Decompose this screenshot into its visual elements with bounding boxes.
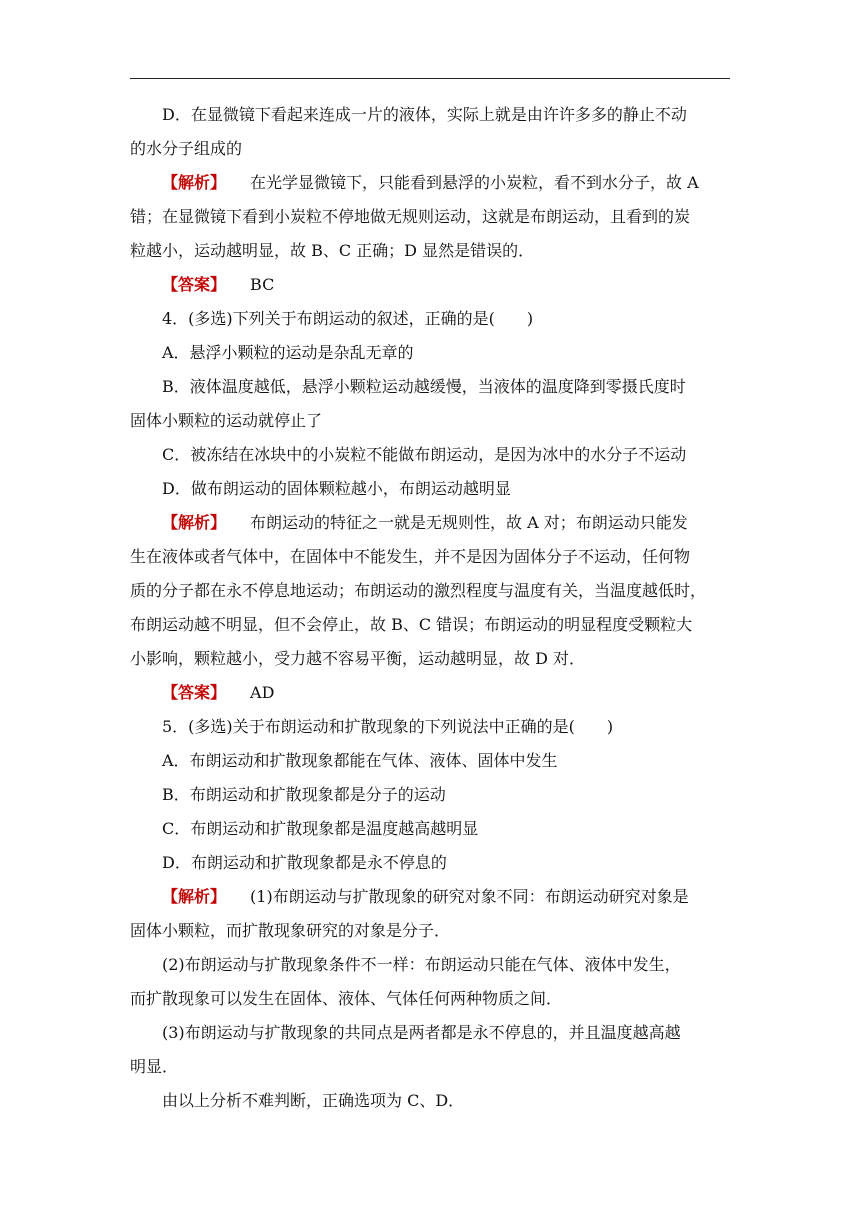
analysis-tag: 【解析】 bbox=[162, 173, 227, 192]
q5-option-d: D．布朗运动和扩散现象都是永不停息的 bbox=[162, 853, 447, 872]
q3-answer bbox=[130, 268, 730, 302]
answer-value: AD bbox=[250, 683, 275, 702]
document-body bbox=[130, 98, 730, 1118]
q4-option-a: A．悬浮小颗粒的运动是杂乱无章的 bbox=[162, 343, 414, 362]
q5-option-a: A．布朗运动和扩散现象都能在气体、液体、固体中发生 bbox=[162, 751, 558, 770]
answer-tag: 【答案】 bbox=[162, 275, 227, 294]
q5-option-b: B．布朗运动和扩散现象都是分子的运动 bbox=[162, 785, 446, 804]
q4-analysis: 【解析】 布朗运动的特征之一就是无规则性，故 A 对；布朗运动只能发 生在液体或者气体中，在固体中不能发生，并不是因为固体分子不运动，任何物 质的分子都在永不停息地运动；布朗运动的激烈程度与温度有关，当温度越低时， 布朗运动越不明显，但不会停止，故 B、C 错误；布朗运动的明显程度受颗粒大 小影响，颗粒越小，受力越不容易平衡，运动越明显，故 D 对． bbox=[130, 513, 707, 668]
q5-analysis-p1: 【解析】 (1)布朗运动与扩散现象的研究对象不同：布朗运动研究对象是 固体小颗粒，而扩散现象研究的对象是分子． bbox=[130, 887, 689, 940]
analysis-tag: 【解析】 bbox=[162, 513, 227, 532]
q3-analysis: 【解析】 在光学显微镜下，只能看到悬浮的小炭粒，看不到水分子，故 A 错；在显微镜下看到小炭粒不停地做无规则运动，这就是布朗运动，且看到的炭 粒越小，运动越明显，故 B、C 正确；D 显然是错误的． bbox=[130, 173, 699, 260]
q4-answer bbox=[130, 676, 730, 710]
q4-option-b: B．液体温度越低，悬浮小颗粒运动越缓慢，当液体的温度降到零摄氏度时 固体小颗粒的运动就停止了 bbox=[130, 377, 686, 430]
q4-stem: 4．(多选)下列关于布朗运动的叙述，正确的是( ) bbox=[162, 309, 534, 328]
q3-option-d: D．在显微镜下看起来连成一片的液体，实际上就是由许许多多的静止不动 的水分子组成的 bbox=[130, 105, 687, 158]
q5-conclusion: 由以上分析不难判断，正确选项为 C、D． bbox=[162, 1091, 465, 1110]
analysis-tag: 【解析】 bbox=[162, 887, 227, 906]
q5-option-c: C．布朗运动和扩散现象都是温度越高越明显 bbox=[162, 819, 479, 838]
q5-analysis-p3: (3)布朗运动与扩散现象的共同点是两者都是永不停息的，并且温度越高越 明显． bbox=[130, 1023, 681, 1076]
q4-option-c: C．被冻结在冰块中的小炭粒不能做布朗运动，是因为冰中的水分子不运动 bbox=[162, 445, 687, 464]
answer-tag: 【答案】 bbox=[162, 683, 227, 702]
q5-analysis-p2: (2)布朗运动与扩散现象条件不一样：布朗运动只能在气体、液体中发生， 而扩散现象可以发生在固体、液体、气体任何两种物质之间． bbox=[130, 955, 681, 1008]
q4-option-d: D．做布朗运动的固体颗粒越小，布朗运动越明显 bbox=[162, 479, 511, 498]
q5-stem: 5．(多选)关于布朗运动和扩散现象的下列说法中正确的是( ) bbox=[162, 717, 614, 736]
answer-value: BC bbox=[250, 275, 275, 294]
header-rule bbox=[130, 78, 730, 79]
